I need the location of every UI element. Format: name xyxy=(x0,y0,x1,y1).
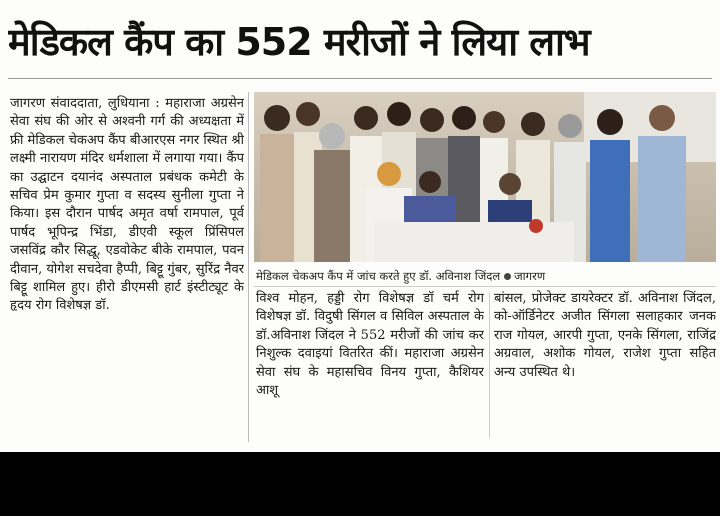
headline-rule xyxy=(8,78,712,79)
column-divider-2 xyxy=(489,292,490,438)
article-text-1: जागरण संवाददाता, लुधियाना : महाराजा अग्रसेन सेवा संघ की ओर से अश्वनी गर्ग की अध्यक्षता में फ्री मेडिकल चेकअप कैंप बीआरएस नगर स्थित श्री लक्ष्मी नारायण मंदिर धर्मशाला में लगाया गया। कैंप का उद्घाटन दयानंद अस्पताल प्रबंधक कमेटी के सचिव प्रेम कुमार गुप्ता व सदस्य सुनीला गुप्ता ने किया। इस दौरान पार्षद अमृत वर्षा रामपाल, पूर्व पार्षद भूपिन्द्र भिंडा, डीएवी स्कूल प्रिंसिपल जसविंद्र कौर सिद्धू, एडवोकेट बीके रामपाल, पवन दीवान, योगेश सचदेवा हैप्पी, बिट्टू गुंबर, सुरिंद्र नैवर बिट्टू शामिल हुए। हीरो डीएमसी हार्ट इंस्टीट्यूट के हृदय रोग विशेषज्ञ डॉ. xyxy=(10,96,244,314)
headline: मेडिकल कैंप का 552 मरीजों ने लिया लाभ xyxy=(8,20,590,64)
group-photo-illustration xyxy=(254,92,716,262)
news-photo xyxy=(254,92,716,262)
article-column-2 xyxy=(256,290,484,440)
table xyxy=(374,222,574,262)
caption-rule xyxy=(254,286,716,287)
bullet-icon xyxy=(504,273,511,280)
photo-caption xyxy=(256,266,716,286)
caption-credit: जागरण xyxy=(514,269,546,283)
article-column-3 xyxy=(494,290,716,440)
article-column-1 xyxy=(10,95,244,440)
caption-text: मेडिकल चेकअप कैंप में जांच करते हुए डॉ. अविनाश जिंदल xyxy=(256,269,501,283)
article-text-3: बांसल, प्रोजेक्ट डायरेक्टर डॉ. अविनाश जिंदल, को-ऑर्डिनेटर अजीत सिंगला सलाहकार जनक राज गोयल, आरपी गुप्ता, एनके सिंगला, राजिंद्र अग्रवाल, अशोक गोयल, राजेश गुप्ता सहित अन्य उपस्थित थे। xyxy=(494,291,716,380)
flowers xyxy=(529,219,543,233)
article-text-2: विश्व मोहन, हड्डी रोग विशेषज्ञ डॉ चर्म रोग विशेषज्ञ डॉ. विदुषी सिंगल व सिविल अस्पताल के डॉ.अविनाश जिंदल ने 552 मरीजों की जांच कर निशुल्क दवाइयां वितरित कीं। महाराजा अग्रसेन सेवा संघ के महासचिव विनय गुप्ता, कैशियर आशू xyxy=(256,291,484,399)
column-divider xyxy=(248,92,249,442)
